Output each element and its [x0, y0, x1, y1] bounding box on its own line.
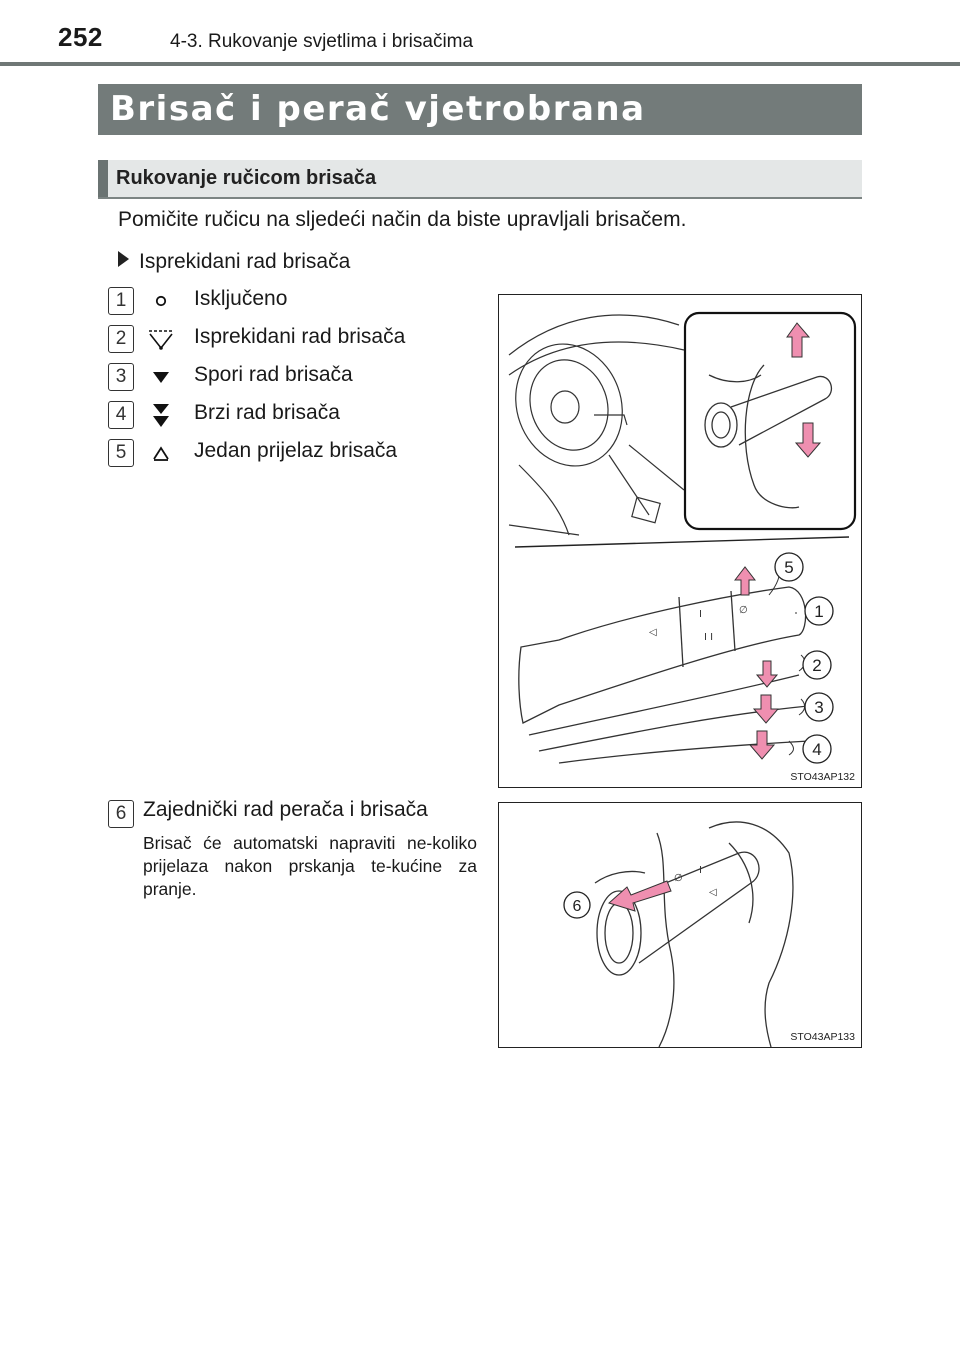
mode-number: 5 [108, 439, 134, 467]
callout-2: 2 [812, 656, 822, 675]
svg-text:◁: ◁ [709, 887, 717, 898]
figure-wiper-lever [498, 294, 862, 788]
svg-text:∅: ∅ [674, 873, 683, 884]
wiper-mist-icon [146, 439, 176, 467]
svg-text:∅: ∅ [739, 605, 748, 616]
callout-1: 1 [814, 602, 824, 621]
running-head: 4-3. Rukovanje svjetlima i brisačima [170, 31, 474, 52]
mode-number: 3 [108, 363, 134, 391]
figure-washer [498, 802, 862, 1048]
wiper-intermittent-icon [146, 325, 176, 353]
svg-text:I I: I I [704, 632, 714, 643]
section-title: Brisač i perač vjetrobrana [98, 84, 862, 135]
callout-6: 6 [572, 898, 582, 915]
wiper-off-icon [146, 287, 176, 315]
wiper-fast-icon [146, 401, 176, 429]
subsection-header [98, 160, 862, 199]
mode-label: Spori rad brisača [194, 363, 353, 386]
bullet-triangle-icon [118, 251, 129, 267]
svg-text:I: I [699, 865, 702, 876]
figure-code: STO43AP133 [790, 1031, 855, 1043]
figure-code: STO43AP132 [790, 771, 855, 783]
combo-description: Brisač će automatski napraviti ne-koliko prijelaza nakon prskanja te-kućine za pranje. [143, 833, 477, 899]
callout-4: 4 [812, 740, 822, 759]
mode-number: 2 [108, 325, 134, 353]
page-number: 252 [58, 22, 103, 52]
mode-number: 4 [108, 401, 134, 429]
wiper-slow-icon [146, 363, 176, 391]
mode-label: Isključeno [194, 287, 288, 310]
intro-text: Pomičite ručicu na sljedeći način da biste upravljali brisačem. [118, 208, 687, 231]
mode-number: 1 [108, 287, 134, 315]
figure-wiper-lever-illustration [499, 295, 861, 787]
combo-label: Zajednički rad perača i brisača [143, 798, 428, 821]
bullet-item [118, 250, 350, 274]
mode-label: Jedan prijelaz brisača [194, 439, 398, 462]
subsection-title: Rukovanje ručicom brisača [116, 167, 377, 189]
mode-label: Isprekidani rad brisača [194, 325, 406, 348]
head-rule [0, 62, 960, 66]
mode-label: Brzi rad brisača [194, 401, 340, 424]
subsection-bar [98, 160, 108, 197]
figure-washer-illustration [499, 803, 861, 1047]
callout-3: 3 [814, 698, 824, 717]
svg-text:◁: ◁ [649, 627, 657, 638]
svg-text:I: I [699, 609, 702, 620]
callout-5: 5 [784, 558, 794, 577]
bullet-text: Isprekidani rad brisača [139, 250, 351, 273]
mode-number: 6 [108, 800, 134, 828]
